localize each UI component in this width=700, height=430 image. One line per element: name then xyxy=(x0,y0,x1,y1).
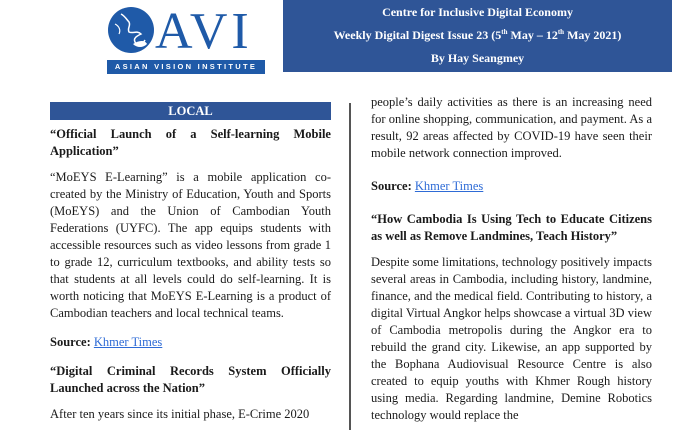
logo-tagline: ASIAN VISION INSTITUTE xyxy=(107,60,265,74)
article-body: After ten years since its initial phase, E-Crime 2020 xyxy=(50,407,310,421)
article-body: Despite some limitations, technology positively impacts several areas in Cambodia, including history, landmine, finance, and the medical field. Contributing to history, a digital Virtual Angkor helps showcase a virtual 3D view of Cambodia metropolis during the Angkor era to rebuild the grand city. Likewise, an app supported by the Bophana Audiovisual Resource Centre is also created to equip youths with Khmer Rough history using media. Regarding landmine, Demine Robotics technology would replace the xyxy=(371,255,652,422)
right-column xyxy=(371,94,652,424)
article-headline: “Official Launch of a Self-learning Mobile Application” xyxy=(50,127,331,158)
logo-letters: AVI xyxy=(155,3,253,60)
article-body: “MoEYS E-Learning” is a mobile application co-created by the Ministry of Education, Youth and Sports (MoEYS) and the Union of Cambodian Youth Federations (UYFC). The app equips students with accessible resources such as video lessons from grade 1 to grade 12, curriculum textbooks, and ability tests so that students at all levels could do self-learning. It is worth noticing that MoEYS E-Learning is a product of Cambodian teachers and local technical teams. xyxy=(50,170,331,320)
column-divider xyxy=(349,103,351,430)
article-source: Source: Khmer Times xyxy=(371,179,484,193)
header-centre-name: Centre for Inclusive Digital Economy xyxy=(382,5,573,19)
source-link[interactable]: Khmer Times xyxy=(93,335,163,349)
header-author: By Hay Seangmey xyxy=(430,51,525,65)
article-headline: “Digital Criminal Records System Officially Launched across the Nation” xyxy=(50,364,331,395)
left-column xyxy=(50,102,331,423)
globe-icon xyxy=(107,6,155,54)
source-link[interactable]: Khmer Times xyxy=(414,179,484,193)
article-body: people’s daily activities as there is an increasing need for online shopping, communication, and payment. As a result, 92 areas affected by COVID-19 have seen their mobile network connection improved. xyxy=(371,95,652,160)
article-source: Source: Khmer Times xyxy=(50,335,163,349)
section-local: LOCAL xyxy=(50,102,331,120)
digest-header xyxy=(283,0,672,72)
header-issue: Weekly Digital Digest Issue 23 (5th May – 12th May 2021) xyxy=(333,28,622,42)
avi-logo xyxy=(107,4,265,74)
article-headline: “How Cambodia Is Using Tech to Educate Citizens as well as Remove Landmines, Teach History” xyxy=(371,212,652,243)
